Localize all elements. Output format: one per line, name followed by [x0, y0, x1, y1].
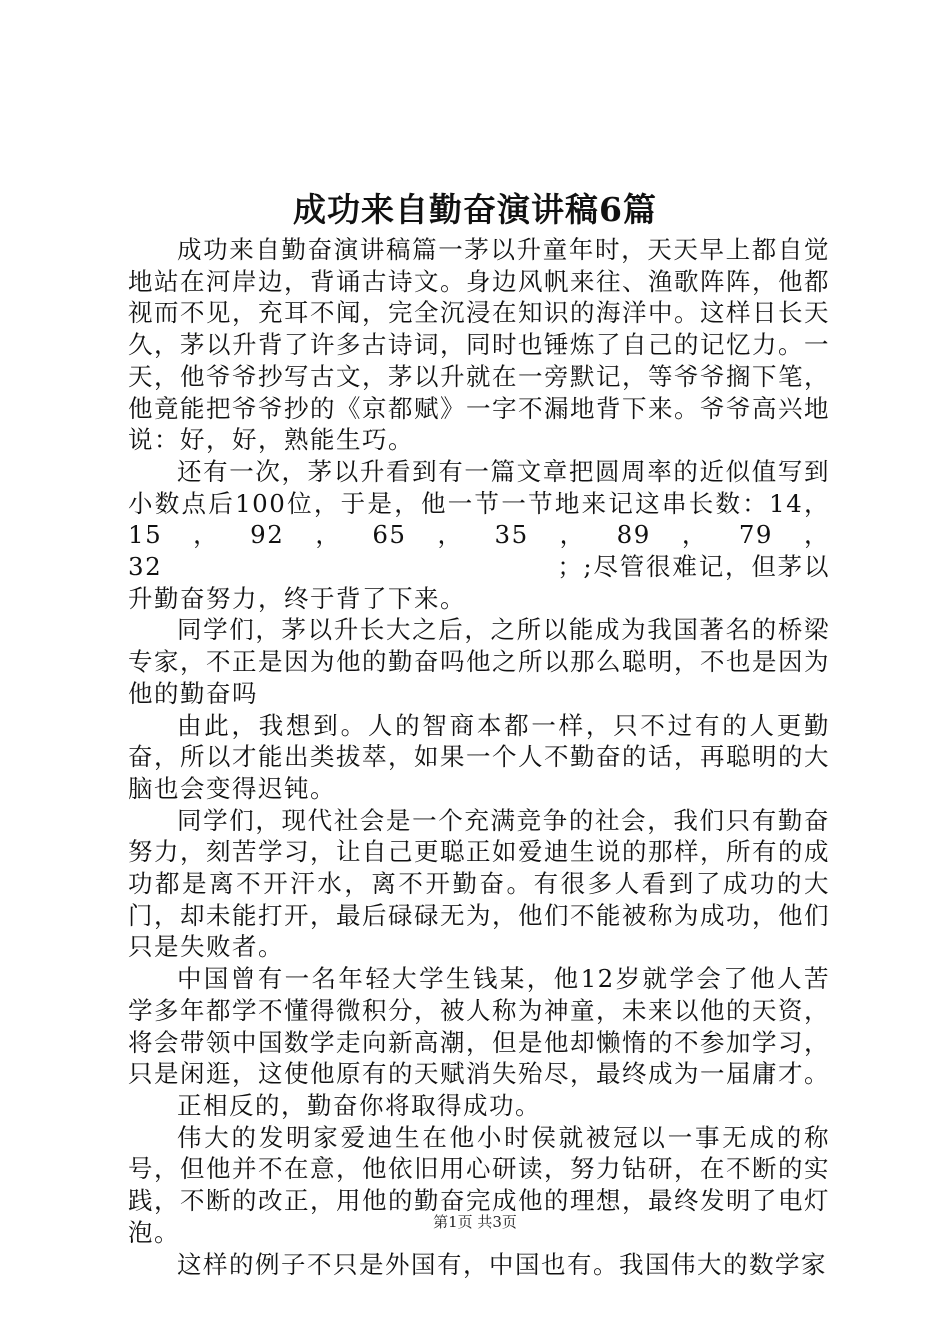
paragraph: 同学们，现代社会是一个充满竞争的社会，我们只有勤奋努力，刻苦学习，让自己更聪正如爱迪生说的那样，所有的成功都是离不开汗水，离不开勤奋。有很多人看到了成功的大门，却未能打开，最后碌碌无为，他们不能被称为成功，他们只是失败者。: [128, 805, 830, 962]
paragraph: 中国曾有一名年轻大学生钱某，他12岁就学会了他人苦学多年都学不懂得微积分，被人称为神童，未来以他的天资，将会带领中国数学走向新高潮，但是他却懒惰的不参加学习，只是闲逛，这使他原有的天赋消失殆尽，最终成为一届庸才。: [128, 964, 830, 1089]
paragraph: 由此，我想到。人的智商本都一样，只不过有的人更勤奋，所以才能出类拔萃，如果一个人不勤奋的话，再聪明的大脑也会变得迟钝。: [128, 710, 830, 803]
paragraph: 这样的例子不只是外国有，中国也有。我国伟大的数学家: [177, 1249, 827, 1279]
page-number-footer: 第1页 共3页: [433, 1213, 517, 1231]
paragraph: 成功来自勤奋演讲稿篇一茅以升童年时，天天早上都自觉地站在河岸边，背诵古诗文。身边风帆来往、渔歌阵阵，他都视而不见，充耳不闻，完全沉浸在知识的海洋中。这样日长天久，茅以升背了许多古诗词，同时也锤炼了自己的记忆力。一天，他爷爷抄写古文，茅以升就在一旁默记，等爷爷搁下笔，他竟能把爷爷抄的《京都赋》一字不漏地背下来。爷爷高兴地说：好，好，熟能生巧。: [128, 235, 830, 455]
paragraph: 伟大的发明家爱迪生在他小时侯就被冠以一事无成的称号，但他并不在意，他依旧用心研读，努力钻研，在不断的实践，不断的改正，用他的勤奋完成他的理想，最终发明了电灯泡。: [128, 1122, 830, 1247]
paragraph: 还有一次，茅以升看到有一篇文章把圆周率的近似值写到小数点后100位，于是，他一节一节地来记这串长数：14，15，92，65，35，89，79，32 ；;尽管很难记，但茅以升勤奋努力，终于背了下来。: [128, 456, 830, 613]
document-body: [128, 234, 830, 1280]
paragraph: 正相反的，勤奋你将取得成功。: [177, 1090, 541, 1120]
paragraph: 同学们，茅以升长大之后，之所以能成为我国著名的桥梁专家，不正是因为他的勤奋吗他之所以那么聪明，不也是因为他的勤奋吗: [128, 615, 830, 708]
document-title: 成功来自勤奋演讲稿6篇: [293, 190, 657, 229]
